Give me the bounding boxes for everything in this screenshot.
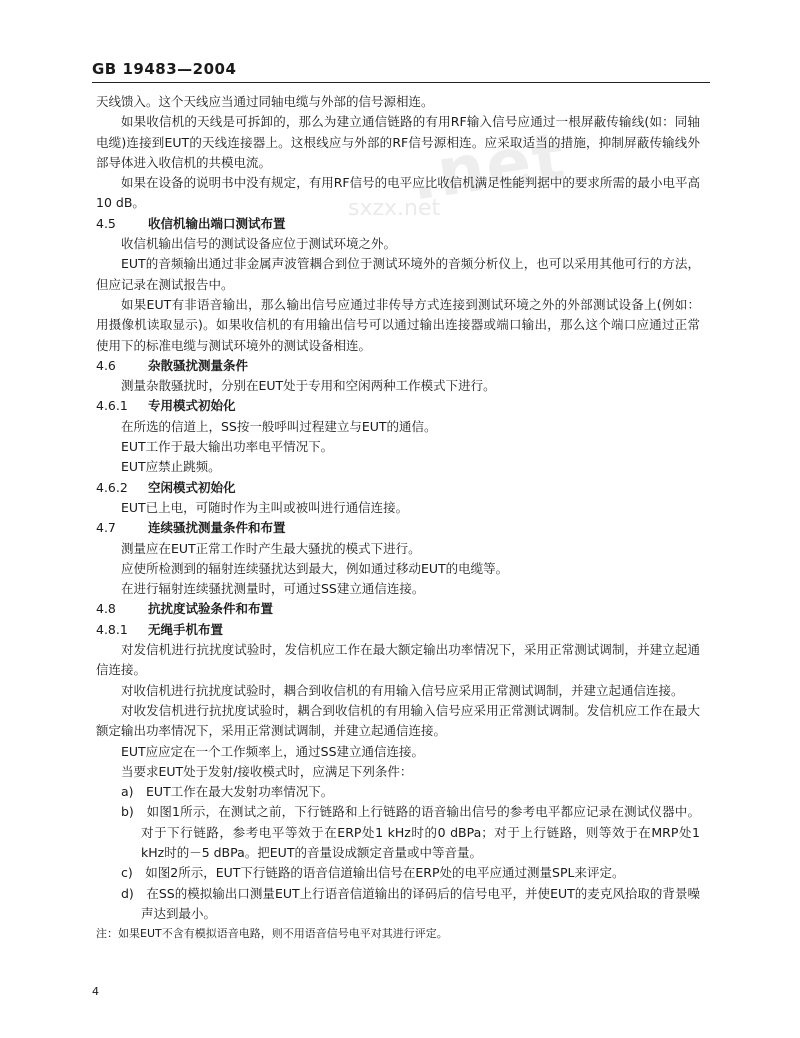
section-heading-4-7: [96, 518, 700, 538]
paragraph: EUT的音频输出通过非金属声波管耦合到位于测试环境外的音频分析仪上，也可以采用其他可行的方法，但应记录在测试报告中。: [96, 256, 700, 292]
section-title: 连续骚扰测量条件和布置: [148, 520, 286, 536]
section-title: 杂散骚扰测量条件: [148, 357, 249, 373]
section-title: 抗扰度试验条件和布置: [148, 601, 274, 617]
paragraph: 在进行辐射连续骚扰测量时，可通过SS建立通信连接。: [121, 581, 425, 597]
section-number: 4.6: [96, 357, 116, 373]
paragraph: 天线馈入。这个天线应当通过同轴电缆与外部的信号源相连。: [96, 94, 434, 109]
paragraph: 对收发信机进行抗扰度试验时，耦合到收信机的有用输入信号应采用正常测试调制。发信机应工作在最大额定输出功率情况下，采用正常测试调制，并建立起通信连接。: [96, 702, 700, 739]
section-title: 收信机输出端口测试布置: [148, 215, 286, 231]
page-number: 4: [92, 985, 99, 998]
section-heading-4-6-2: [96, 478, 700, 498]
paragraph: 在所选的信道上，SS按一般呼叫过程建立与EUT的通信。: [121, 418, 437, 434]
watermark-text: .net: [405, 117, 571, 216]
paragraph: EUT应禁止跳频。: [121, 459, 221, 475]
section-heading-4-6-1: [96, 396, 700, 416]
section-number: 4.7: [96, 520, 116, 536]
paragraph: 测量杂散骚扰时，分别在EUT处于专用和空闲两种工作模式下进行。: [121, 378, 496, 394]
paragraph: 应使所检测到的辐射连续骚扰达到最大，例如通过移动EUT的电缆等。: [121, 560, 509, 576]
paragraph: 当要求EUT处于发射/接收模式时，应满足下列条件：: [121, 763, 413, 779]
note: 注：如果EUT不含有模拟语音电路，则不用语音信号电平对其进行评定。: [96, 927, 448, 941]
document-body: [96, 92, 700, 944]
section-number: 4.8.1: [96, 621, 128, 637]
paragraph: 如果EUT有非语音输出，那么输出信号应通过非传导方式连接到测试环境之外的外部测试设备上(例如：用摄像机读取显示)。如果收信机的有用输出信号可以通过输出连接器或端口输出，那么这个端口应通过正常使用下的标准电缆与测试环境外的测试设备相连。: [96, 296, 700, 353]
section-heading-4-8-1: [96, 620, 700, 640]
header-rule: [92, 82, 710, 83]
list-item-d: d) 在SS的模拟输出口测量EUT上行语音信道输出的译码后的信号电平，并使EUT的麦克风拾取的背景噪声达到最小。: [121, 885, 700, 921]
section-number: 4.6.2: [96, 479, 128, 495]
list-item-b: b) 如图1所示，在测试之前，下行链路和上行链路的语音输出信号的参考电平都应记录在测试仪器中。对于下行链路，参考电平等效于在ERP处1 kHz时的0 dBPa；对于上行链路，则等效于在MRP处1 kHz时的－5 dBPa。把EUT的音量设成额定音量或中等音量。: [121, 804, 700, 860]
section-heading-4-5: [96, 214, 700, 234]
paragraph: 测量应在EUT正常工作时产生最大骚扰的模式下进行。: [121, 540, 421, 556]
watermark-url: sxzx.net: [348, 196, 441, 221]
paragraph: 对收信机进行抗扰度试验时，耦合到收信机的有用输入信号应采用正常测试调制，并建立起通信连接。: [121, 682, 684, 698]
paragraph: EUT工作于最大输出功率电平情况下。: [121, 439, 334, 455]
list-item-c: c) 如图2所示，EUT下行链路的语音信道输出信号在ERP处的电平应通过测量SPL来评定。: [121, 865, 625, 881]
section-title: 无绳手机布置: [148, 621, 224, 637]
paragraph: 收信机输出信号的测试设备应位于测试环境之外。: [121, 236, 397, 252]
paragraph: EUT应应定在一个工作频率上，通过SS建立通信连接。: [121, 743, 425, 759]
standard-code: GB 19483—2004: [92, 60, 237, 78]
section-number: 4.6.1: [96, 398, 128, 414]
list-item-a: a) EUT工作在最大发射功率情况下。: [121, 784, 334, 800]
section-number: 4.5: [96, 215, 116, 231]
section-number: 4.8: [96, 601, 116, 617]
section-title: 空闲模式初始化: [148, 479, 236, 495]
section-heading-4-6: [96, 356, 700, 376]
paragraph: 如果在设备的说明书中没有规定，有用RF信号的电平应比收信机满足性能判据中的要求所需的最小电平高10 dB。: [96, 175, 700, 211]
section-heading-4-8: [96, 599, 700, 619]
paragraph: 如果收信机的天线是可拆卸的，那么为建立通信链路的有用RF输入信号应通过一根屏蔽传输线(如：同轴电缆)连接到EUT的天线连接器上。这根线应与外部的RF信号源相连。应采取适当的措施，抑制屏蔽传输线外部导体进入收信机的共模电流。: [96, 114, 700, 170]
paragraph: EUT已上电，可随时作为主叫或被叫进行通信连接。: [121, 499, 409, 515]
paragraph: 对发信机进行抗扰度试验时，发信机应工作在最大额定输出功率情况下，采用正常测试调制，并建立起通信连接。: [96, 642, 700, 678]
section-title: 专用模式初始化: [148, 398, 236, 414]
